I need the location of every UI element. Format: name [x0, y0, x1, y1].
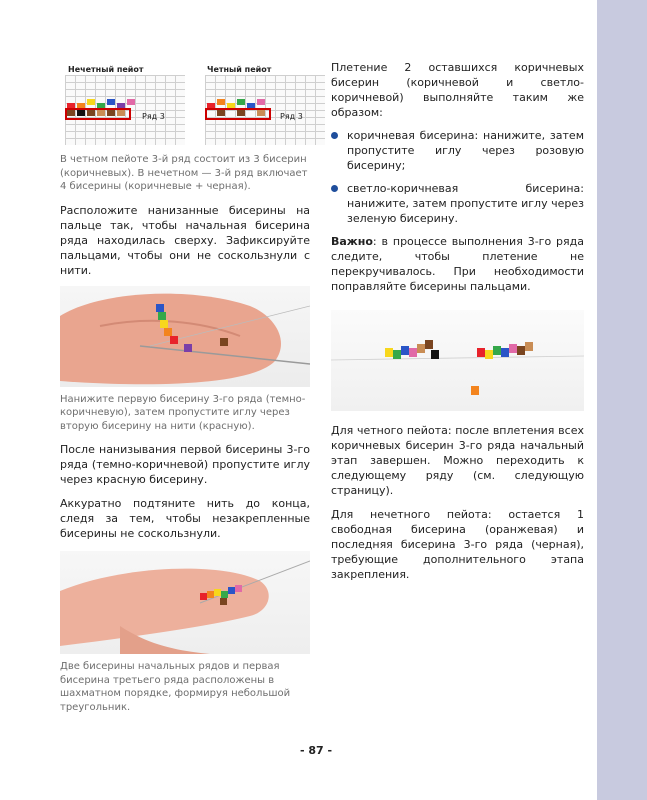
paragraph-important — [331, 234, 584, 294]
bullet-dot-icon — [331, 185, 338, 192]
even-peyote-grid — [205, 75, 325, 145]
caption-first-bead: Нанижите первую бисерину 3-го ряда (темно-коричневую), затем пропустите иглу через вторую бисерину на нити (красную). — [60, 393, 306, 432]
page-side-band — [597, 0, 647, 800]
even-peyote-title: Четный пейот — [207, 65, 272, 74]
important-text: : в процессе выполнения 3-го ряда следите, чтобы плетение не перекручивалось. При необходимости поправляйте бисерины пальцами. — [331, 235, 584, 293]
right-column — [331, 60, 584, 582]
photo-beads-result — [331, 310, 584, 411]
photo-finger-needle — [60, 286, 310, 387]
watermark: PassionForum.ru — [500, 783, 575, 793]
bullet-list — [331, 128, 584, 226]
beads-result-illustration — [331, 310, 584, 411]
row-label-even: Ряд 3 — [280, 112, 303, 121]
paragraph-intro: Плетение 2 оставшихся коричневых бисерин (коричневой и светло-коричневой) выполняйте таким же образом: — [331, 61, 584, 119]
caption-diagram: В четном пейоте 3-й ряд состоит из 3 бисерин (коричневых). В нечетном — 3-й ряд включает 4 бисерины (коричневые + черная). — [60, 154, 308, 192]
odd-peyote-grid — [65, 75, 185, 145]
left-column — [60, 60, 310, 714]
bullet-brown: коричневая бисерина: нанижите, затем пропустите иглу через розовую бисерину; — [331, 128, 584, 173]
paragraph-needle-red: После нанизывания первой бисерины 3-го ряда (темно-коричневой) пропустите иглу через красную бисерину. — [60, 443, 310, 486]
row3-highlight — [205, 108, 271, 120]
finger-triangle-illustration — [60, 551, 310, 654]
odd-peyote-title: Нечетный пейот — [68, 65, 144, 74]
paragraph-odd-peyote: Для нечетного пейота: остается 1 свободная бисерина (оранжевая) и последняя бисерина 3-го ряда (черная), требующие дополнительного этапа закрепления. — [331, 508, 584, 581]
peyote-diagram — [60, 60, 310, 145]
paragraph-pull-thread: Аккуратно подтяните нить до конца, следя за тем, чтобы незакрепленные бисерины не соскользнули. — [60, 497, 310, 540]
caption-triangle: Две бисерины начальных рядов и первая бисерина третьего ряда расположены в шахматном порядке, формируя небольшой треугольник. — [60, 661, 291, 713]
bullet-light-brown: светло-коричневая бисерина: нанижите, затем пропустите иглу через зеленую бисерину. — [331, 181, 584, 226]
paragraph-even-peyote: Для четного пейота: после вплетения всех коричневых бисерин 3-го ряда начальный этап завершен. Можно переходить к следующему ряду (см. следующую страницу). — [331, 424, 584, 497]
paragraph-position-beads: Расположите нанизанные бисерины на пальце так, чтобы начальная бисерина ряда находилась сверху. Зафиксируйте пальцами, чтобы они не соскользнули с нити. — [60, 203, 310, 277]
row3-highlight — [65, 108, 131, 120]
important-label: Важно — [331, 235, 373, 248]
row-label-odd: Ряд 3 — [142, 112, 165, 121]
finger-needle-illustration — [60, 286, 310, 387]
page-number: - 87 - — [300, 744, 333, 757]
bullet-dot-icon — [331, 132, 338, 139]
photo-finger-triangle — [60, 551, 310, 654]
